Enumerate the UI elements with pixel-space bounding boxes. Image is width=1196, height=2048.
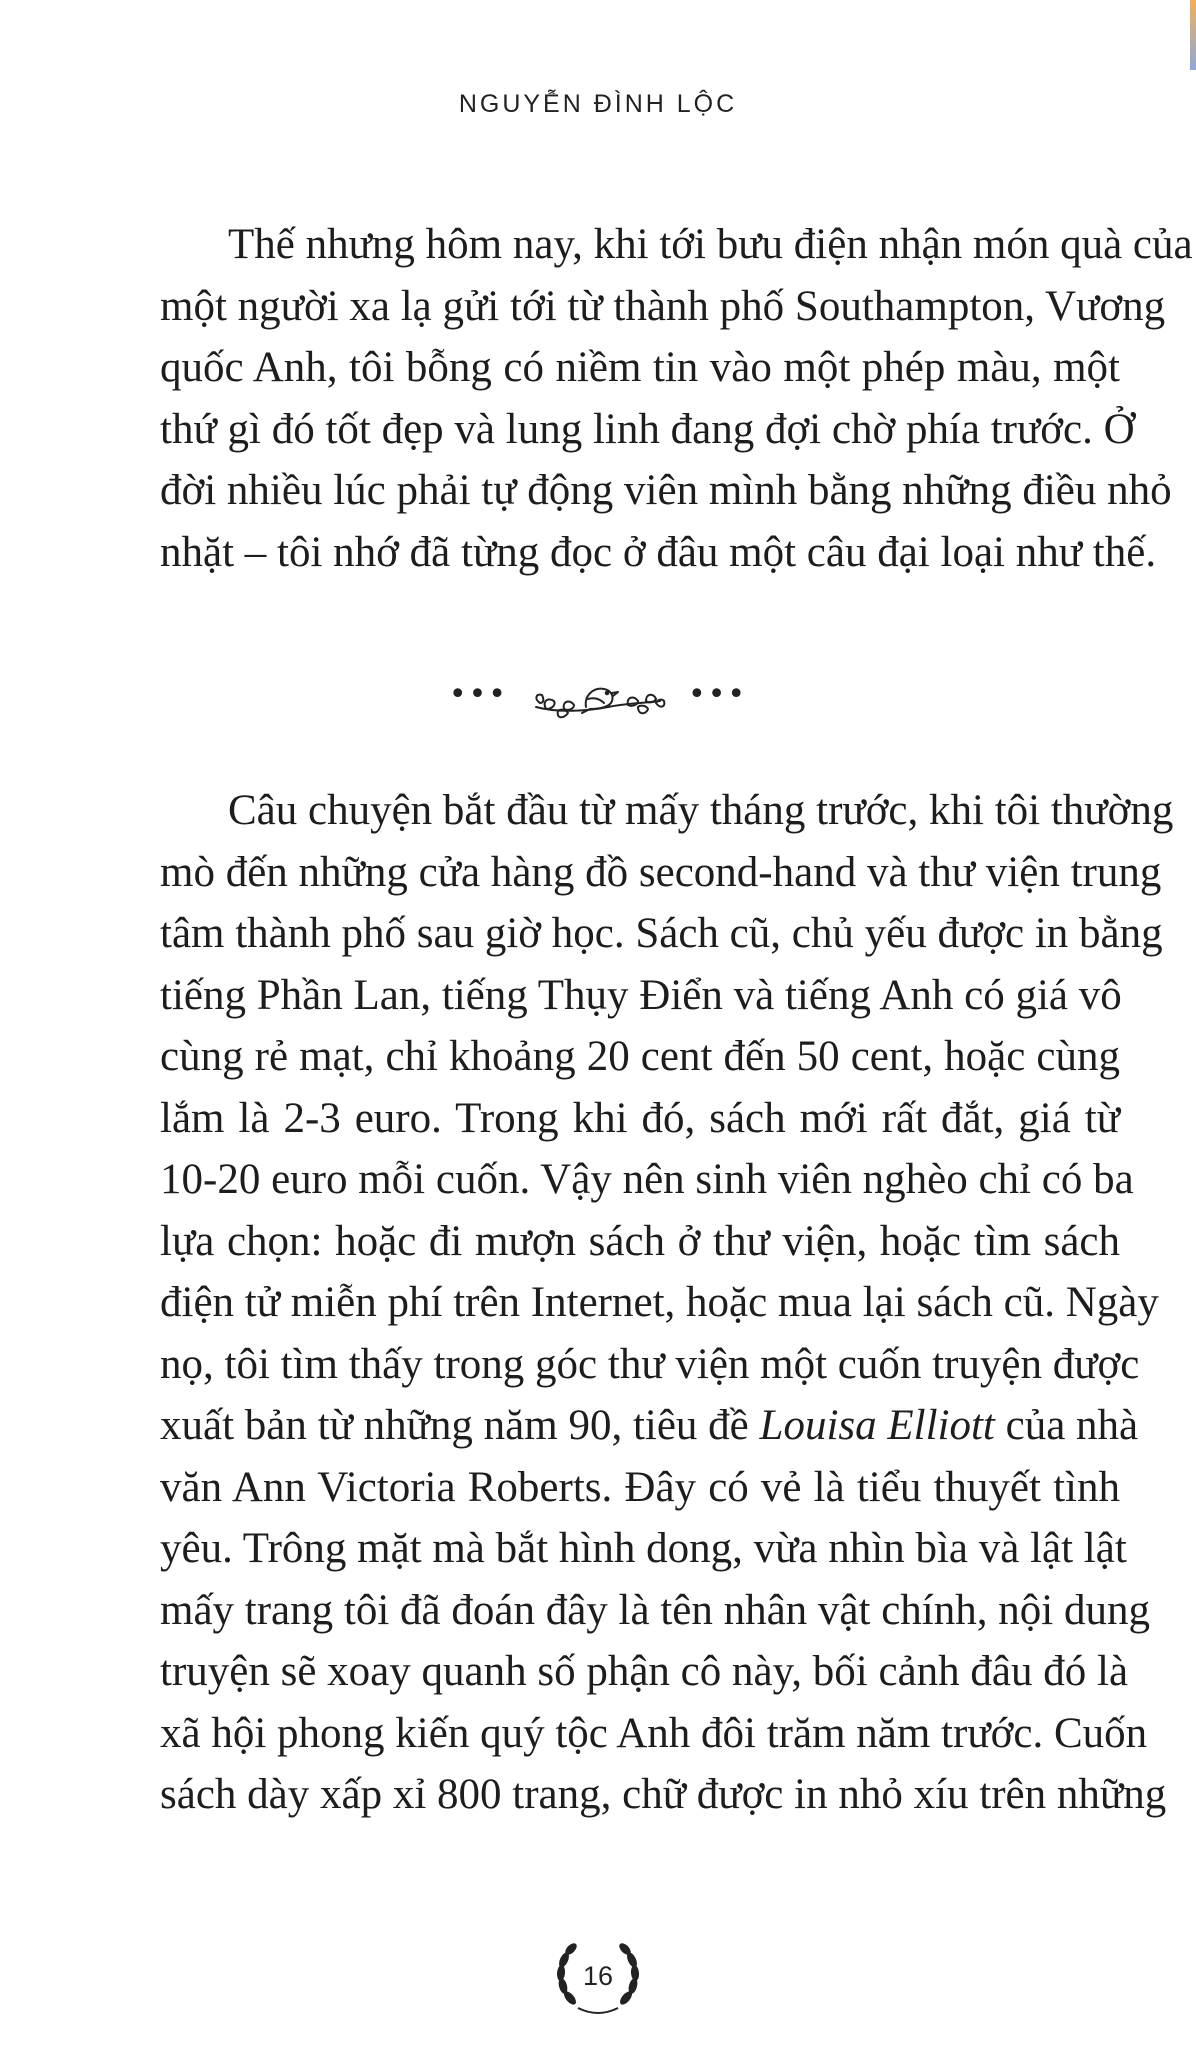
text-line: lắm là 2-3 euro. Trong khi đó, sách mới rất đắt, giá từ <box>160 1094 1120 1142</box>
bird-on-branch-icon <box>528 673 668 721</box>
page-number-folio <box>548 1926 648 2026</box>
text-line: Câu chuyện bắt đầu từ mấy tháng trước, khi tôi thường <box>228 787 1174 834</box>
paragraph-1 <box>160 214 1193 583</box>
text-line: xã hội phong kiến quý tộc Anh đôi trăm năm trước. Cuốn <box>160 1709 1148 1757</box>
section-divider <box>0 672 1196 722</box>
text-line: cùng rẻ mạt, chỉ khoảng 20 cent đến 50 cent, hoặc cùng <box>160 1033 1120 1080</box>
text-line: văn Ann Victoria Roberts. Đây có vẻ là tiểu thuyết tình <box>160 1463 1120 1511</box>
text-line: 10-20 euro mỗi cuốn. Vậy nên sinh viên nghèo chỉ có ba <box>160 1156 1134 1203</box>
running-header-author: NGUYỄN ĐÌNH LỘC <box>458 90 738 118</box>
text-run: của nhà <box>994 1402 1139 1449</box>
text-line: tiếng Phần Lan, tiếng Thụy Điển và tiếng Anh có giá vô <box>160 971 1122 1019</box>
text-line: sách dày xấp xỉ 800 trang, chữ được in nhỏ xíu trên những <box>160 1771 1167 1818</box>
text-line: một người xa lạ gửi tới từ thành phố Southampton, Vương <box>160 282 1166 330</box>
text-line: tâm thành phố sau giờ học. Sách cũ, chủ yếu được in bằng <box>160 910 1163 957</box>
text-line: thứ gì đó tốt đẹp và lung linh đang đợi chờ phía trước. Ở <box>160 405 1135 453</box>
text-line-with-book-title <box>160 1395 1139 1457</box>
text-line: truyện sẽ xoay quanh số phận cô này, bối cảnh đâu đó là <box>160 1648 1129 1695</box>
divider-dots-right: ••• <box>688 677 748 712</box>
text-line: nhặt – tôi nhớ đã từng đọc ở đâu một câu đại loại như thế. <box>160 528 1157 576</box>
text-line: yêu. Trông mặt mà bắt hình dong, vừa nhìn bìa và lật lật <box>160 1525 1127 1572</box>
text-line: mấy trang tôi đã đoán đây là tên nhân vật chính, nội dung <box>160 1586 1150 1634</box>
text-line: đời nhiều lúc phải tự động viên mình bằng những điều nhỏ <box>160 467 1172 514</box>
text-line: điện tử miễn phí trên Internet, hoặc mua lại sách cũ. Ngày <box>160 1279 1159 1326</box>
text-line: mò đến những cửa hàng đồ second-hand và thư viện trung <box>160 848 1162 896</box>
text-line: lựa chọn: hoặc đi mượn sách ở thư viện, hoặc tìm sách <box>160 1217 1120 1265</box>
page-edge-strip <box>1190 0 1196 70</box>
text-line: quốc Anh, tôi bỗng có niềm tin vào một phép màu, một <box>160 344 1120 391</box>
page-number: 16 <box>582 1961 614 1991</box>
text-line: nọ, tôi tìm thấy trong góc thư viện một cuốn truyện được <box>160 1340 1140 1388</box>
book-title: Louisa Elliott <box>759 1402 995 1449</box>
text-run: xuất bản từ những năm 90, tiêu đề <box>160 1402 760 1449</box>
divider-dots-left: ••• <box>448 677 508 712</box>
paragraph-2 <box>160 780 1174 1826</box>
text-line: Thế nhưng hôm nay, khi tới bưu điện nhận món quà của <box>228 221 1193 268</box>
